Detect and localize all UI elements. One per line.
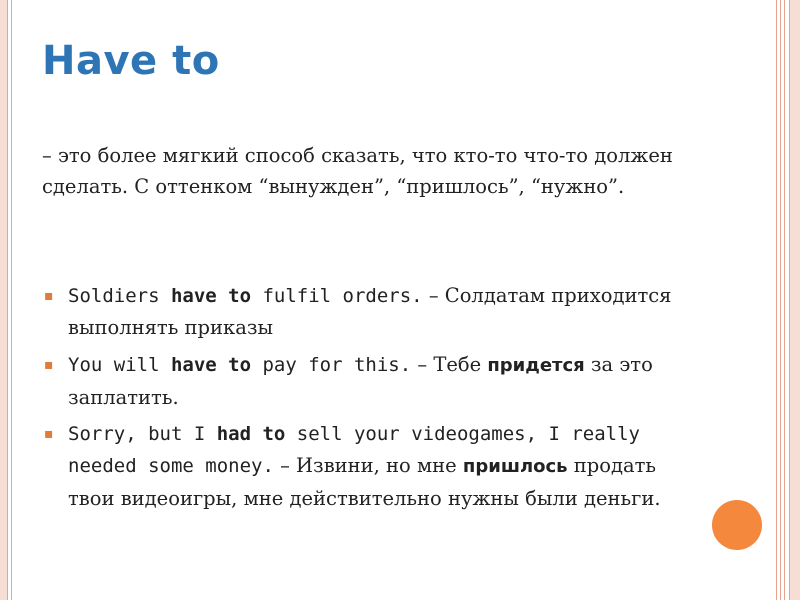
left-border-line <box>11 0 12 600</box>
list-item <box>42 280 702 345</box>
russian-translation: – Тебе придется за это заплатить. <box>68 353 653 409</box>
left-border-band <box>0 0 7 600</box>
english-sentence: You will have to pay for this. <box>68 354 412 376</box>
decorative-circle <box>712 500 762 550</box>
english-sentence: Sorry, but I had to sell your videogames, I really needed some money. <box>68 423 640 477</box>
russian-translation: – Извини, но мне пришлось продать твои видеоигры, мне действительно нужны были деньги. <box>68 454 661 510</box>
left-border-line <box>7 0 8 600</box>
slide-title: Have to <box>42 38 220 84</box>
right-border-line <box>780 0 781 600</box>
english-sentence: Soldiers have to fulfil orders. <box>68 285 423 307</box>
example-list <box>42 280 702 519</box>
right-border-band <box>789 0 800 600</box>
russian-translation: – Солдатам приходится выполнять приказы <box>68 284 672 339</box>
bullet-icon: ▪ <box>44 426 54 442</box>
bullet-icon: ▪ <box>44 357 54 373</box>
right-border-line <box>789 0 790 600</box>
bullet-icon: ▪ <box>44 288 54 304</box>
right-border-line <box>776 0 777 600</box>
intro-text: – это более мягкий способ сказать, что кто-то что-то должен сделать. С оттенком “вынужден”, “пришлось”, “нужно”. <box>42 144 673 198</box>
right-border-line <box>784 0 785 600</box>
list-item <box>42 418 702 515</box>
list-item <box>42 349 702 414</box>
